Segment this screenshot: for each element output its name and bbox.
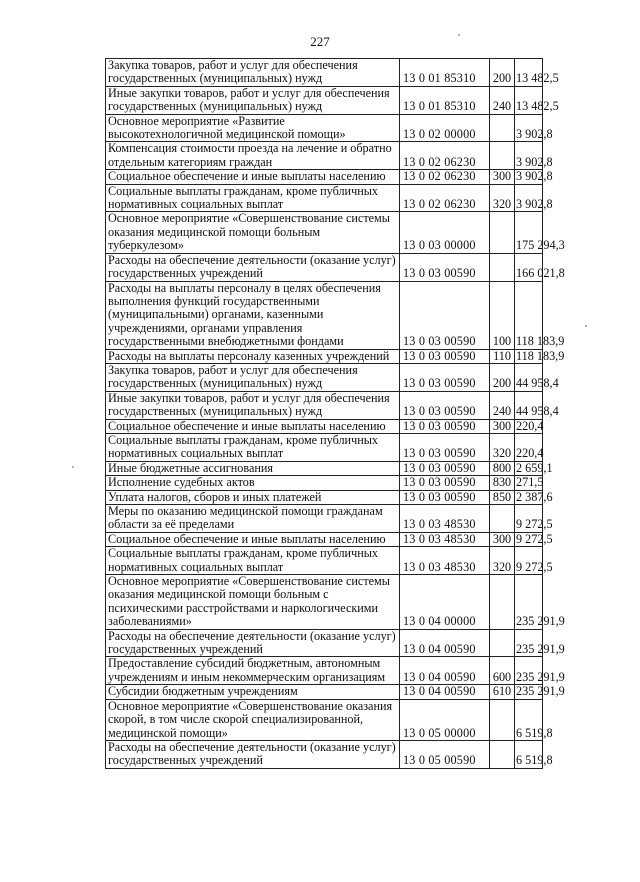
- row-amount-cell: 13 482,5: [515, 59, 543, 87]
- row-name-cell: Социальные выплаты гражданам, кроме публичных нормативных социальных выплат: [106, 433, 400, 461]
- row-amount-cell: 166 021,8: [515, 253, 543, 281]
- row-amount-cell: 220,4: [515, 433, 543, 461]
- row-code-cell: 13 0 05 00000: [400, 699, 490, 740]
- row-name-cell: Основное мероприятие «Совершенствование системы оказания медицинской помощи больным с психическими расстройствами и наркологическими заболеваниями»: [106, 575, 400, 630]
- table-row: [106, 184, 543, 212]
- row-name-cell: Основное мероприятие «Совершенствование системы оказания медицинской помощи больным туберкулезом»: [106, 212, 400, 253]
- row-name-cell: Закупка товаров, работ и услуг для обеспечения государственных (муниципальных) нужд: [106, 363, 400, 391]
- row-code-cell: 13 0 04 00590: [400, 629, 490, 657]
- table-row: [106, 433, 543, 461]
- row-code-cell: 13 0 03 00590: [400, 363, 490, 391]
- scan-speck: [585, 325, 587, 327]
- table-row: [106, 699, 543, 740]
- row-amount-cell: 235 291,9: [516, 684, 565, 699]
- row-name-cell: Уплата налогов, сборов и иных платежей: [106, 490, 400, 504]
- row-amount-cell: 9 272,5: [515, 505, 543, 533]
- row-expense-type-cell: [490, 575, 515, 630]
- row-code-cell: 13 0 01 85310: [400, 86, 490, 114]
- row-name-cell: Социальное обеспечение и иные выплаты населению: [106, 419, 400, 433]
- row-expense-type-cell: 200: [490, 59, 515, 87]
- row-name-cell: Основное мероприятие «Развитие высокотехнологичной медицинской помощи»: [106, 114, 400, 142]
- row-code-cell: 13 0 04 00590: [400, 685, 490, 699]
- row-expense-type-cell: 300: [490, 419, 515, 433]
- row-name-cell: Расходы на выплаты персоналу казенных учреждений: [106, 349, 400, 363]
- row-code-cell: 13 0 03 00590: [400, 281, 490, 349]
- row-amount-cell: 3 902,8: [516, 169, 553, 184]
- row-expense-type-cell: 320: [490, 433, 515, 461]
- table-row: [106, 253, 543, 281]
- row-expense-type-cell: [490, 699, 515, 740]
- row-expense-type-cell: [490, 505, 515, 533]
- table-row: [106, 490, 543, 504]
- row-name-cell: Расходы на выплаты персоналу в целях обеспечения выполнения функций государственными (муниципальными) органами, казенными учреждениями, органами управления государственными внебюджетными фондами: [106, 281, 400, 349]
- row-code-cell: 13 0 02 00000: [400, 114, 490, 142]
- row-name-cell: Иные бюджетные ассигнования: [106, 461, 400, 475]
- row-code-cell: 13 0 03 00590: [400, 349, 490, 363]
- row-code-cell: 13 0 03 48530: [400, 532, 490, 546]
- table-row: [106, 505, 543, 533]
- row-code-cell: 13 0 03 48530: [400, 547, 490, 575]
- row-expense-type-cell: [490, 253, 515, 281]
- row-name-cell: Социальные выплаты гражданам, кроме публичных нормативных социальных выплат: [106, 184, 400, 212]
- row-expense-type-cell: [490, 740, 515, 768]
- budget-table-body: [106, 58, 565, 769]
- row-expense-type-cell: 110: [490, 349, 515, 363]
- table-row: [106, 86, 543, 114]
- page-number: 227: [310, 34, 330, 49]
- table-row: [106, 363, 543, 391]
- row-name-cell: Субсидии бюджетным учреждениям: [106, 685, 400, 699]
- table-row: [106, 685, 543, 699]
- row-code-cell: 13 0 03 00590: [400, 476, 490, 490]
- table-row: [106, 170, 543, 184]
- row-expense-type-cell: 830: [490, 476, 515, 490]
- row-expense-type-cell: [490, 212, 515, 253]
- row-expense-type-cell: [490, 142, 515, 170]
- row-amount-cell: 271,5: [516, 475, 544, 490]
- row-code-cell: 13 0 02 06230: [400, 142, 490, 170]
- row-expense-type-cell: 850: [490, 490, 515, 504]
- row-code-cell: 13 0 03 00590: [400, 461, 490, 475]
- scan-speck: [458, 34, 460, 36]
- row-name-cell: Социальные выплаты гражданам, кроме публичных нормативных социальных выплат: [106, 547, 400, 575]
- row-code-cell: 13 0 03 00590: [400, 433, 490, 461]
- row-name-cell: Иные закупки товаров, работ и услуг для обеспечения государственных (муниципальных) нужд: [106, 391, 400, 419]
- row-amount-cell: 235 291,9: [515, 629, 543, 657]
- row-amount-cell: 2 659,1: [516, 460, 553, 475]
- row-amount-cell: 118 183,9: [515, 281, 543, 349]
- table-row: [106, 391, 543, 419]
- row-amount-cell: 9 272,5: [516, 531, 553, 546]
- row-expense-type-cell: 200: [490, 363, 515, 391]
- row-amount-cell: 118 183,9: [516, 348, 565, 363]
- row-name-cell: Предоставление субсидий бюджетным, автономным учреждениям и иным некоммерческим организациям: [106, 657, 400, 685]
- table-row: [106, 349, 543, 363]
- table-row: [106, 419, 543, 433]
- row-expense-type-cell: 240: [490, 86, 515, 114]
- row-code-cell: 13 0 02 06230: [400, 184, 490, 212]
- row-name-cell: Иные закупки товаров, работ и услуг для обеспечения государственных (муниципальных) нужд: [106, 86, 400, 114]
- table-row: [106, 629, 543, 657]
- row-code-cell: 13 0 02 06230: [400, 170, 490, 184]
- row-expense-type-cell: [490, 629, 515, 657]
- row-name-cell: Расходы на обеспечение деятельности (оказание услуг) государственных учреждений: [106, 253, 400, 281]
- row-code-cell: 13 0 04 00590: [400, 657, 490, 685]
- row-expense-type-cell: [490, 114, 515, 142]
- table-row: [106, 212, 543, 253]
- row-name-cell: Закупка товаров, работ и услуг для обеспечения государственных (муниципальных) нужд: [106, 59, 400, 87]
- row-code-cell: 13 0 03 00590: [400, 490, 490, 504]
- row-expense-type-cell: 320: [490, 184, 515, 212]
- row-amount-cell: 175 294,3: [515, 212, 543, 253]
- row-expense-type-cell: 240: [490, 391, 515, 419]
- row-expense-type-cell: 300: [490, 170, 515, 184]
- row-amount-cell: 3 902,8: [515, 114, 543, 142]
- row-amount-cell: 2 387,6: [516, 489, 553, 504]
- row-code-cell: 13 0 03 48530: [400, 505, 490, 533]
- table-row: [106, 142, 543, 170]
- budget-table: [105, 58, 565, 769]
- row-code-cell: 13 0 03 00000: [400, 212, 490, 253]
- row-code-cell: 13 0 01 85310: [400, 59, 490, 87]
- row-amount-cell: 6 519,8: [515, 740, 543, 768]
- table-row: [106, 461, 543, 475]
- row-name-cell: Расходы на обеспечение деятельности (оказание услуг) государственных учреждений: [106, 629, 400, 657]
- row-name-cell: Меры по оказанию медицинской помощи гражданам области за её пределами: [106, 505, 400, 533]
- row-name-cell: Компенсация стоимости проезда на лечение и обратно отдельным категориям граждан: [106, 142, 400, 170]
- row-amount-cell: 6 519,8: [515, 699, 543, 740]
- row-code-cell: 13 0 03 00590: [400, 391, 490, 419]
- row-expense-type-cell: 800: [490, 461, 515, 475]
- row-expense-type-cell: 100: [490, 281, 515, 349]
- row-amount-cell: 44 958,4: [515, 391, 543, 419]
- row-name-cell: Расходы на обеспечение деятельности (оказание услуг) государственных учреждений: [106, 740, 400, 768]
- table-row: [106, 547, 543, 575]
- row-expense-type-cell: 610: [490, 685, 515, 699]
- table-row: [106, 740, 543, 768]
- row-code-cell: 13 0 03 00590: [400, 419, 490, 433]
- row-expense-type-cell: 300: [490, 532, 515, 546]
- row-expense-type-cell: 320: [490, 547, 515, 575]
- table-row: [106, 657, 543, 685]
- row-amount-cell: 3 902,8: [515, 184, 543, 212]
- row-expense-type-cell: 600: [490, 657, 515, 685]
- table-row: [106, 476, 543, 490]
- row-code-cell: 13 0 04 00000: [400, 575, 490, 630]
- row-amount-cell: 13 482,5: [515, 86, 543, 114]
- row-amount-cell: 9 272,5: [515, 547, 543, 575]
- scan-speck: [72, 466, 74, 468]
- row-amount-cell: 235 291,9: [515, 575, 543, 630]
- table-row: [106, 575, 543, 630]
- row-amount-cell: 44 958,4: [515, 363, 543, 391]
- table-row: [106, 114, 543, 142]
- row-amount-cell: 235 291,9: [515, 657, 543, 685]
- table-row: [106, 281, 543, 349]
- row-name-cell: Основное мероприятие «Совершенствование оказания скорой, в том числе скорой специализированной, медицинской помощи»: [106, 699, 400, 740]
- table-row: [106, 532, 543, 546]
- row-amount-cell: 220,4: [516, 418, 544, 433]
- table-row: [106, 59, 543, 87]
- row-code-cell: 13 0 05 00590: [400, 740, 490, 768]
- row-name-cell: Социальное обеспечение и иные выплаты населению: [106, 170, 400, 184]
- row-name-cell: Социальное обеспечение и иные выплаты населению: [106, 532, 400, 546]
- row-name-cell: Исполнение судебных актов: [106, 476, 400, 490]
- row-amount-cell: 3 902,8: [515, 142, 543, 170]
- row-code-cell: 13 0 03 00590: [400, 253, 490, 281]
